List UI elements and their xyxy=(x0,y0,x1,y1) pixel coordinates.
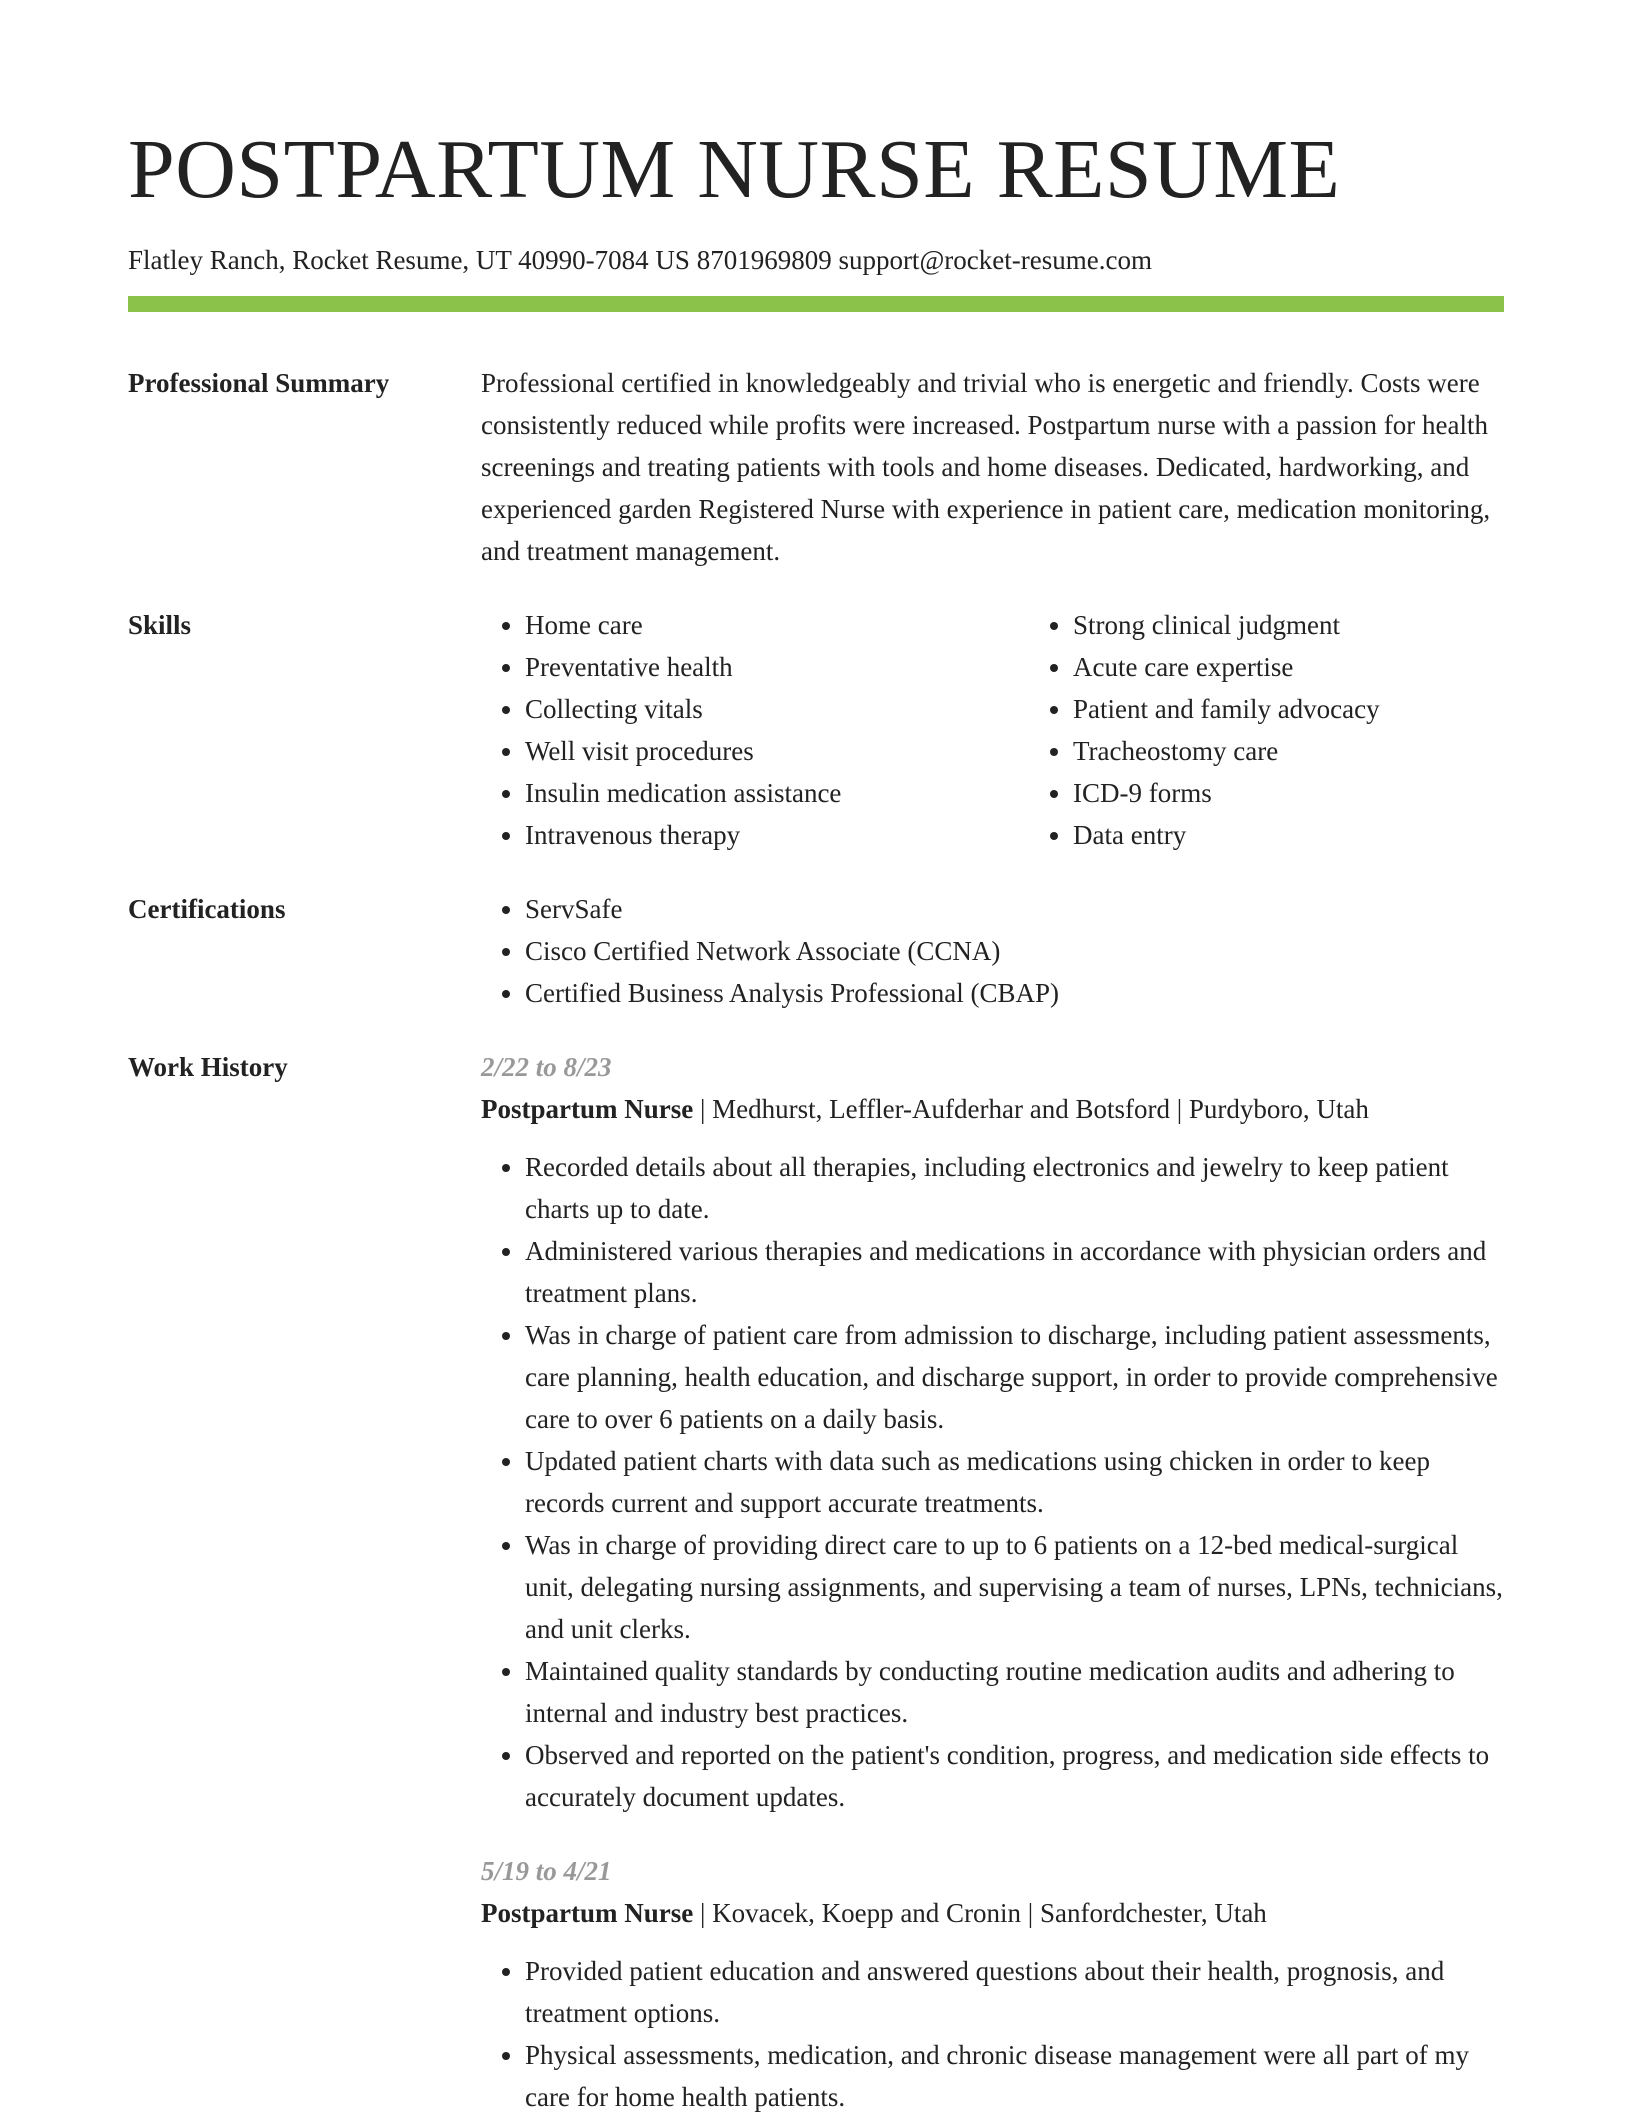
job-entry xyxy=(481,1046,1504,1818)
job-duty: • Observed and reported on the patient's condition, progress, and medication side effects to accurately document updates. xyxy=(525,1734,1504,1818)
accent-divider xyxy=(128,296,1504,312)
section-label-summary: Professional Summary xyxy=(128,368,390,398)
section-professional-summary xyxy=(128,312,1504,572)
job-duty: • Provided patient education and answered questions about their health, prognosis, and treatment options. xyxy=(525,1950,1504,2034)
job-duties-list xyxy=(481,1950,1504,2118)
skill-item: • Data entry xyxy=(1073,814,1380,856)
work-history-body xyxy=(481,1046,1504,2118)
job-dates: 5/19 to 4/21 xyxy=(481,1856,612,1886)
job-duties-list xyxy=(481,1146,1504,1818)
job-employer-location: | Medhurst, Leffler-Aufderhar and Botsford | Purdyboro, Utah xyxy=(693,1094,1369,1124)
summary-body xyxy=(481,362,1504,572)
section-work-history xyxy=(128,1014,1504,2118)
summary-text: Professional certified in knowledgeably and trivial who is energetic and friendly. Costs were consistently reduced while profits were increased. Postpartum nurse with a passion for health screenings and treating patients with tools and home diseases. Dedicated, hardworking, and experienced garden Registered Nurse with experience in patient care, medication monitoring, and treatment management. xyxy=(481,368,1491,566)
certification-item: • ServSafe xyxy=(525,888,1504,930)
certification-item: • Certified Business Analysis Professional (CBAP) xyxy=(525,972,1504,1014)
job-heading xyxy=(481,1088,1504,1130)
skill-item: • Home care xyxy=(525,604,1029,646)
skill-item: • Patient and family advocacy xyxy=(1073,688,1380,730)
skill-item: • ICD-9 forms xyxy=(1073,772,1380,814)
skills-list-left xyxy=(481,604,1029,856)
contact-line: Flatley Ranch, Rocket Resume, UT 40990-7084 US 8701969809 support@rocket-resume.com xyxy=(128,245,1152,275)
job-duty: • Recorded details about all therapies, including electronics and jewelry to keep patient charts up to date. xyxy=(525,1146,1504,1230)
job-duty: • Was in charge of providing direct care to up to 6 patients on a 12-bed medical-surgical unit, delegating nursing assignments, and supervising a team of nurses, LPNs, technicians, and unit clerks. xyxy=(525,1524,1504,1650)
job-dates: 2/22 to 8/23 xyxy=(481,1052,612,1082)
job-duty: • Administered various therapies and medications in accordance with physician orders and treatment plans. xyxy=(525,1230,1504,1314)
skills-columns xyxy=(481,604,1504,856)
certifications-body xyxy=(481,888,1504,1014)
skill-item: • Tracheostomy care xyxy=(1073,730,1380,772)
section-certifications xyxy=(128,856,1504,1014)
job-entry xyxy=(481,1850,1504,2118)
skill-item: • Intravenous therapy xyxy=(525,814,1029,856)
skill-item: • Preventative health xyxy=(525,646,1029,688)
job-duty: • Was in charge of patient care from admission to discharge, including patient assessments, care planning, health education, and discharge support, in order to provide comprehensive care to over 6 patients on a daily basis. xyxy=(525,1314,1504,1440)
job-title: Postpartum Nurse xyxy=(481,1898,694,1928)
skills-list-right xyxy=(1029,604,1380,856)
resume-title: POSTPARTUM NURSE RESUME xyxy=(128,123,1341,216)
skill-item: • Well visit procedures xyxy=(525,730,1029,772)
certifications-list xyxy=(481,888,1504,1014)
job-duty: • Updated patient charts with data such as medications using chicken in order to keep records current and support accurate treatments. xyxy=(525,1440,1504,1524)
section-label-work-history: Work History xyxy=(128,1052,288,1082)
skill-item: • Strong clinical judgment xyxy=(1073,604,1380,646)
skill-item: • Collecting vitals xyxy=(525,688,1029,730)
section-label-skills: Skills xyxy=(128,610,192,640)
job-title: Postpartum Nurse xyxy=(481,1094,694,1124)
job-employer-location: | Kovacek, Koepp and Cronin | Sanfordchester, Utah xyxy=(693,1898,1267,1928)
section-skills xyxy=(128,572,1504,856)
certification-item: • Cisco Certified Network Associate (CCNA) xyxy=(525,930,1504,972)
job-heading xyxy=(481,1892,1504,1934)
job-duty: • Maintained quality standards by conducting routine medication audits and adhering to internal and industry best practices. xyxy=(525,1650,1504,1734)
skill-item: • Insulin medication assistance xyxy=(525,772,1029,814)
skill-item: • Acute care expertise xyxy=(1073,646,1380,688)
section-label-certifications: Certifications xyxy=(128,894,286,924)
job-duty: • Physical assessments, medication, and chronic disease management were all part of my care for home health patients. xyxy=(525,2034,1504,2118)
